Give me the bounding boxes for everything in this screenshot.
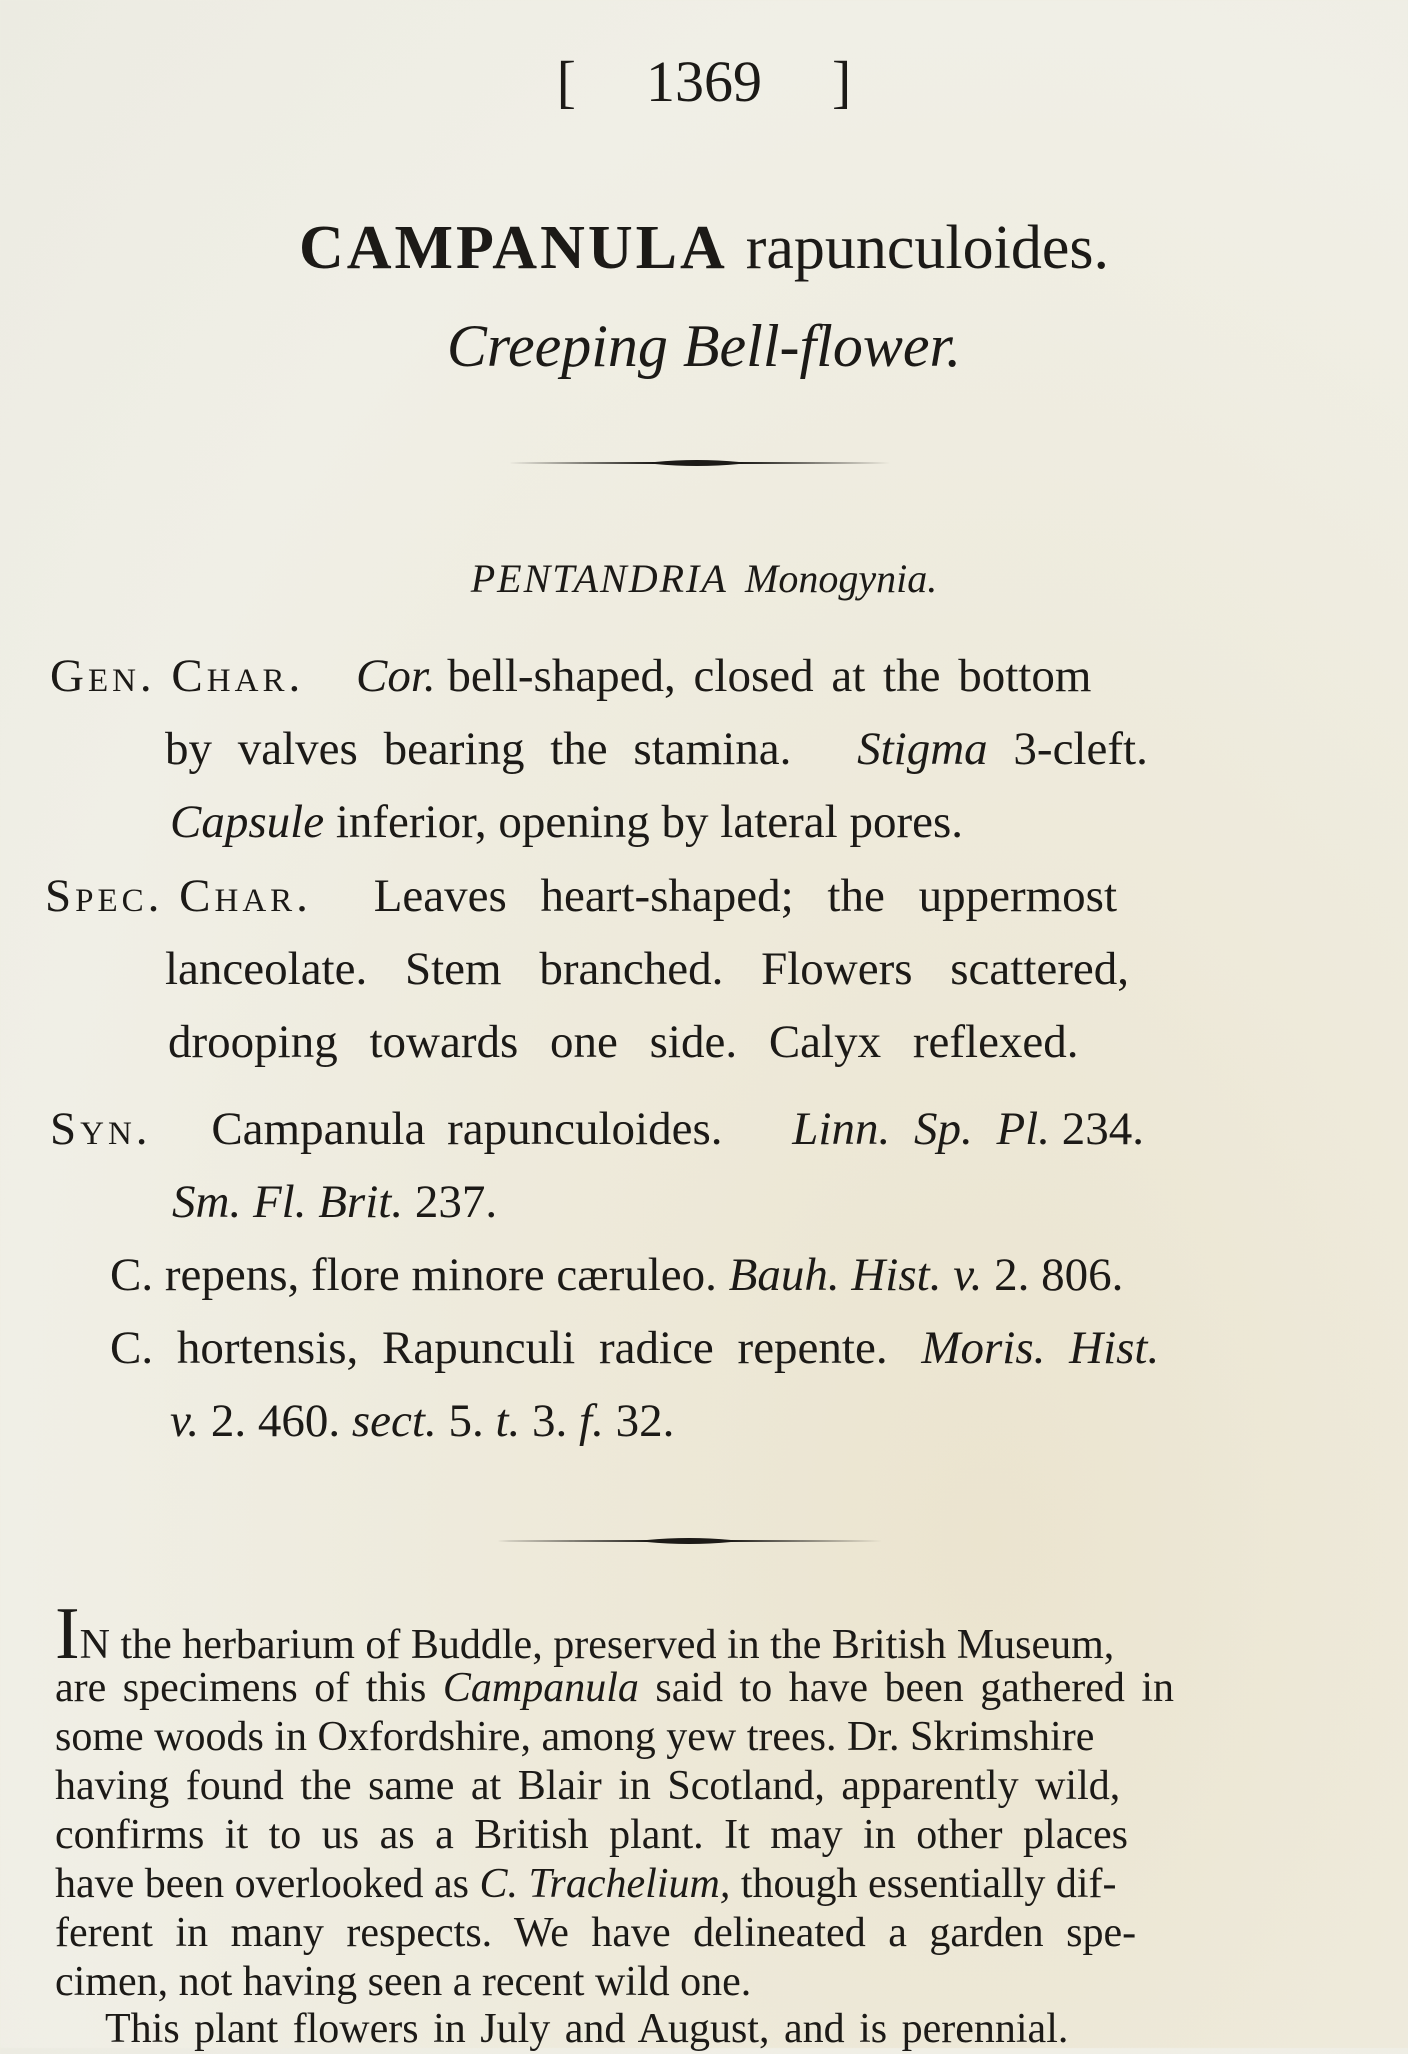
syn-3-t-num: 3. (532, 1395, 568, 1447)
body-line-9 (105, 2005, 1068, 2054)
syn-3-ref: Moris. Hist. (921, 1322, 1160, 1374)
species-name: rapunculoides. (745, 214, 1110, 282)
body-line-1 (55, 1593, 1115, 1675)
syn-line-3 (110, 1239, 1123, 1312)
spec-char-text-3: drooping towards one side. Calyx reflexed. (168, 1016, 1079, 1068)
spec-char-text-2: lanceolate. Stem branched. Flowers scattered, (165, 943, 1130, 995)
plant-title (0, 210, 1408, 284)
body-text-7: ferent in many respects. We have delineated a garden spe- (55, 1910, 1137, 1956)
syn-1-text: Campanula rapunculoides. (211, 1103, 723, 1155)
syn-3-f-num: 32. (615, 1395, 675, 1447)
ornamental-rule (505, 458, 890, 464)
syn-line-5 (170, 1385, 674, 1458)
body-text-4: having found the same at Blair in Scotland, apparently wild, (55, 1763, 1121, 1809)
body-text-5: confirms it to us as a British plant. It may in other places (55, 1812, 1128, 1858)
gen-char-text-2: by valves bearing the stamina. (165, 723, 792, 775)
syn-1-num: 234. (1061, 1103, 1144, 1155)
gen-char-cor: Cor. (355, 650, 436, 702)
syn-line-1 (50, 1093, 1144, 1166)
classification (0, 555, 1408, 602)
spec-char-line-2 (165, 933, 1129, 1006)
syn-3-f: f. (579, 1395, 604, 1447)
body-text-6a: have been overlooked as (55, 1861, 469, 1907)
body-line-5 (55, 1811, 1128, 1860)
syn-3-text: C. hortensis, Rapunculi radice repente. (110, 1322, 888, 1374)
gen-char-label: Gen. Char. (50, 650, 305, 702)
body-text-3: some woods in Oxfordshire, among yew trees. Dr. Skrimshire (55, 1714, 1095, 1760)
order-name: Monogynia. (745, 556, 938, 601)
body-text-9: This plant flowers in July and August, and is perennial. (105, 2006, 1069, 2052)
spec-char-label: Spec. Char. (45, 870, 312, 922)
gen-char-text-3: 3-cleft. (1013, 723, 1148, 775)
bracket-close: ] (832, 49, 852, 114)
body-text-8: cimen, not having seen a recent wild one. (55, 1959, 752, 2005)
body-text-2-italic: Campanula (442, 1665, 639, 1711)
syn-1-num-2: 237. (414, 1176, 498, 1228)
body-line-4 (55, 1762, 1120, 1811)
page-number-value: 1369 (646, 49, 762, 114)
common-name: Creeping Bell-flower. (446, 313, 962, 379)
spec-char-line-3 (168, 1006, 1079, 1079)
body-text-2a: are specimens of this (55, 1665, 427, 1711)
syn-2-text: C. repens, flore minore cæruleo. (110, 1249, 717, 1301)
syn-line-2 (172, 1166, 497, 1239)
body-line-2 (55, 1664, 1174, 1713)
syn-3-t: t. (495, 1395, 521, 1447)
syn-3-sect: sect. (351, 1395, 437, 1447)
spec-char-text-1: Leaves heart-shaped; the uppermost (373, 870, 1118, 922)
body-text-6-italic: C. Trachelium, (479, 1861, 731, 1907)
body-line-3 (55, 1713, 1094, 1762)
syn-3-v: v. (170, 1395, 200, 1447)
syn-3-num: 2. 460. (210, 1395, 341, 1447)
body-line-6 (55, 1860, 1116, 1909)
syn-label: Syn. (50, 1103, 152, 1155)
gen-char-line-3 (170, 786, 963, 859)
body-line-7 (55, 1909, 1136, 1958)
body-line-8 (55, 1958, 751, 2007)
syn-3-sect-num: 5. (448, 1395, 484, 1447)
class-name: PENTANDRIA (470, 556, 728, 601)
body-text-2b: said to have been gathered in (655, 1665, 1175, 1711)
syn-2-num: 2. 806. (994, 1249, 1124, 1301)
gen-char-capsule: Capsule (170, 796, 325, 848)
syn-2-ref: Bauh. Hist. v. (728, 1249, 983, 1301)
gen-char-text-4: inferior, opening by lateral pores. (335, 796, 963, 848)
genus-name: CAMPANULA (298, 214, 728, 282)
ornamental-rule-2 (497, 1536, 882, 1542)
syn-line-4 (110, 1312, 1159, 1385)
syn-1-ref: Linn. Sp. Pl. (792, 1103, 1050, 1155)
gen-char-text-1: bell-shaped, closed at the bottom (447, 650, 1092, 702)
bracket-open: [ (556, 49, 576, 114)
gen-char-stigma: Stigma (857, 723, 988, 775)
page-number (0, 48, 1408, 115)
spec-char-line-1 (45, 860, 1117, 933)
drop-cap: I (55, 1593, 80, 1675)
body-text-1: N the herbarium of Buddle, preserved in the British Museum, (79, 1622, 1115, 1668)
gen-char-line-1 (50, 640, 1091, 713)
body-text-6b: though essentially dif- (740, 1861, 1117, 1907)
gen-char-line-2 (165, 713, 1148, 786)
syn-1-ref-2: Sm. Fl. Brit. (172, 1176, 404, 1228)
